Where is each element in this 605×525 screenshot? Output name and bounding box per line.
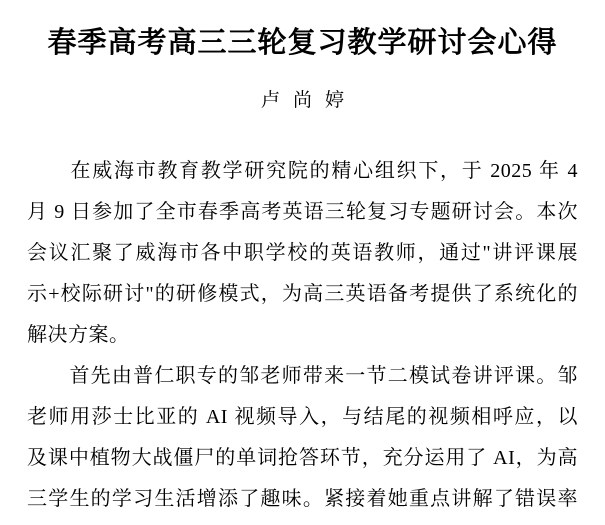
body-line: 解决方案。 xyxy=(27,324,130,346)
document-author: 卢尚婷 xyxy=(260,90,357,111)
body-line: 及课中植物大战僵尸的单词抢答环节，充分运用了 AI，为高 xyxy=(27,447,578,469)
body-line: 首先由普仁职专的邹老师带来一节二模试卷讲评课。邹 xyxy=(27,365,578,387)
body-line: 三学生的学习生活增添了趣味。紧接着她重点讲解了错误率 xyxy=(27,488,578,510)
body-line: 老师用莎士比亚的 AI 视频导入，与结尾的视频相呼应，以 xyxy=(27,406,578,428)
document-body xyxy=(27,151,578,520)
document-title: 春季高考高三三轮复习教学研讨会心得 xyxy=(47,27,558,59)
body-line: 会议汇聚了威海市各中职学校的英语教师，通过"讲评课展 xyxy=(27,242,578,264)
body-line: 在威海市教育教学研究院的精心组织下，于 2025 年 4 xyxy=(27,160,578,182)
body-line: 月 9 日参加了全市春季高考英语三轮复习专题研讨会。本次 xyxy=(27,201,578,223)
body-line: 示+校际研讨"的研修模式，为高三英语备考提供了系统化的 xyxy=(27,283,578,305)
body-paragraph xyxy=(27,356,578,520)
body-paragraph xyxy=(27,151,578,356)
